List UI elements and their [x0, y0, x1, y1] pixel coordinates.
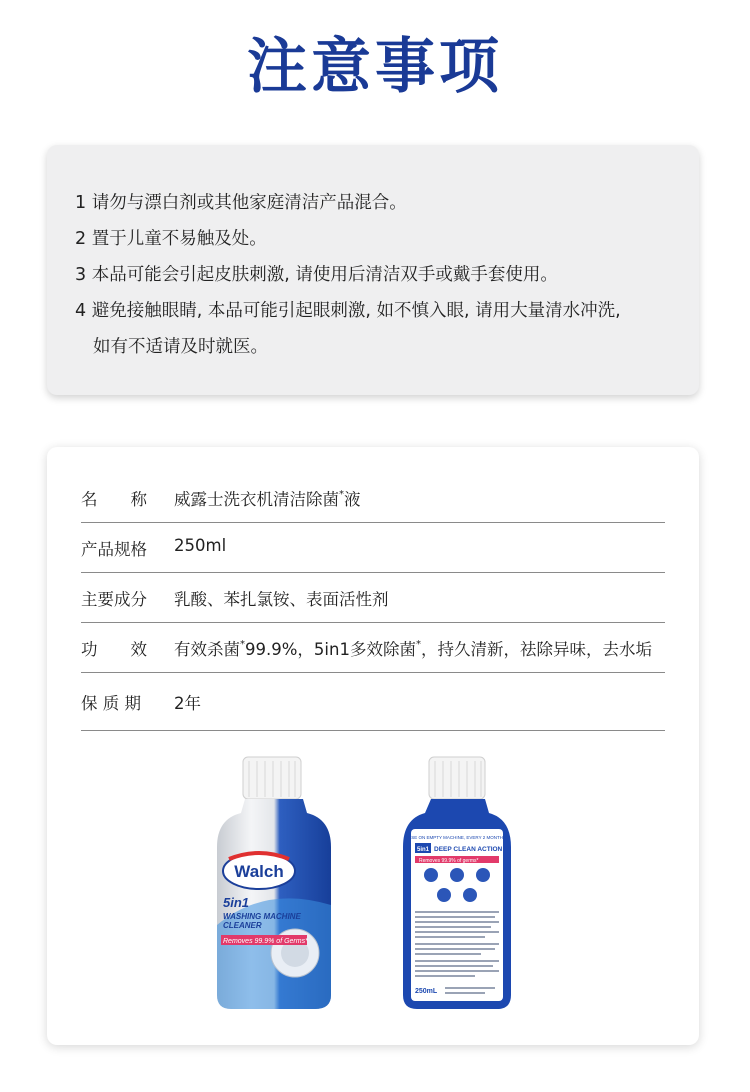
spec-value: 乳酸、苯扎氯铵、表面活性剂: [174, 590, 389, 609]
spec-label: 保 质 期: [81, 694, 141, 713]
spec-label: 产品规格: [81, 540, 147, 559]
svg-text:WASHING MACHINE: WASHING MACHINE: [223, 912, 301, 921]
spec-row-ingredients: [81, 572, 665, 623]
notice-item-continued: 如有不适请及时就医。: [93, 337, 268, 357]
svg-text:Removes 99.9% of germs*: Removes 99.9% of germs*: [419, 858, 479, 864]
notice-item: 4 避免接触眼睛, 本品可能引起眼刺激, 如不慎入眼, 请用大量清水冲洗,: [75, 301, 621, 321]
spec-row-effect: [81, 622, 665, 673]
spec-row-name: [81, 472, 665, 523]
spec-value: 250ml: [174, 536, 227, 555]
spec-label: 主要成分: [81, 590, 147, 609]
notice-item: 3 本品可能会引起皮肤刺激, 请使用后清洁双手或戴手套使用。: [75, 265, 558, 285]
notice-item: 1 请勿与漂白剂或其他家庭清洁产品混合。: [75, 193, 407, 213]
spec-row-shelf-life: [81, 672, 665, 731]
product-bottle-back: [401, 755, 513, 1013]
svg-text:USE ON EMPTY MACHINE, EVERY 2: USE ON EMPTY MACHINE, EVERY 2 MONTHS: [407, 835, 507, 840]
svg-text:Removes 99.9% of Germs*: Removes 99.9% of Germs*: [223, 938, 308, 945]
spec-row-size: [81, 522, 665, 573]
product-bottle-front: [215, 755, 333, 1013]
spec-label: 名 称: [81, 490, 147, 509]
svg-text:DEEP CLEAN ACTION: DEEP CLEAN ACTION: [434, 846, 503, 853]
svg-text:250mL: 250mL: [415, 988, 438, 995]
svg-text:5in1: 5in1: [223, 895, 250, 910]
spec-value: 威露士洗衣机清洁除菌*液: [174, 489, 361, 509]
spec-value: 2年: [174, 694, 201, 713]
svg-text:Walch: Walch: [234, 862, 284, 881]
spec-panel: [47, 447, 699, 1045]
notice-panel: [47, 145, 699, 395]
spec-value: 有效杀菌*99.9%，5in1多效除菌*，持久清新，祛除异味，去水垢: [174, 639, 652, 659]
svg-text:CLEANER: CLEANER: [223, 921, 262, 930]
notice-item: 2 置于儿童不易触及处。: [75, 229, 267, 249]
svg-text:5in1: 5in1: [416, 847, 430, 853]
spec-label: 功 效: [81, 640, 147, 659]
page-title: 注意事项: [247, 32, 503, 102]
